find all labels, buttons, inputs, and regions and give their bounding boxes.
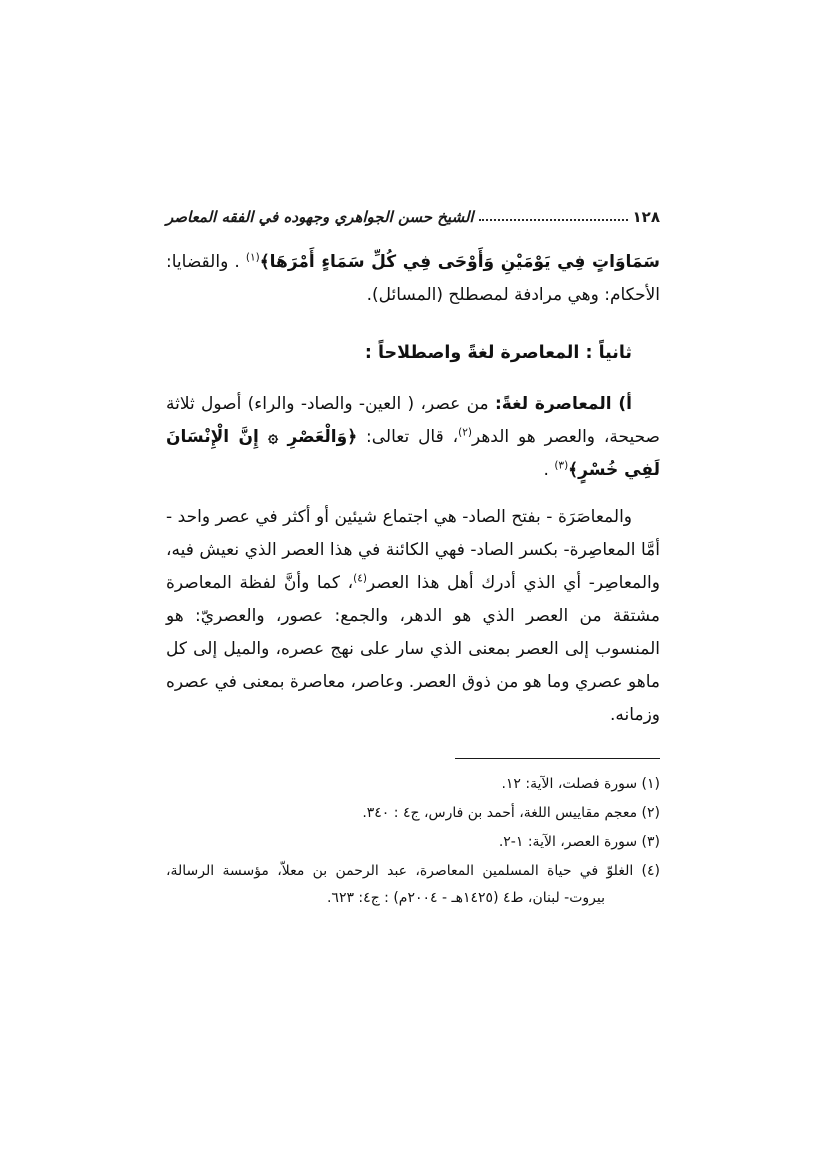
- footnote-3: (٣) سورة العصر، الآية: ١-٢.: [498, 834, 660, 850]
- footnote-separator: [455, 758, 660, 759]
- paragraph-text: ، كما وأنَّ لفظة المعاصرة مشتقة من العصر الذي هو الدهر، والجمع: عصور، والعصريّ: هو المنسوب إلى العصر بمعنى الذي سار على نهج عصره، والميل إلى كل ماهو عصري وما هو من ذوق العصر. وعاصر، معاصرة بمعنى في عصره وزمانه.: [166, 573, 660, 725]
- paragraph-text: . والقضايا: الأحكام: وهي مرادفة لمصطلح (المسائل).: [166, 252, 660, 305]
- footnote-ref-4: (٤): [353, 572, 367, 585]
- header-title: الشيخ حسن الجواهري وجهوده في الفقه المعاصر: [166, 208, 474, 226]
- page-body: [166, 246, 660, 914]
- footnote-ref-3: (٣): [554, 459, 569, 472]
- section-heading: ثانياً : المعاصرة لغةً واصطلاحاً :: [364, 343, 632, 363]
- footnote-4: (٤) الغلوّ في حياة المسلمين المعاصرة، عبد الرحمن بن معلاّ، مؤسسة الرسالة، بيروت- لبنان، ط٤ (١٤٢٥هـ - ٢٠٠٤م) : ج٤: ٦٢٣.: [166, 863, 660, 906]
- footnote-2: (٢) معجم مقاييس اللغة، أحمد بن فارس، ج٤ : ٣٤٠.: [362, 805, 660, 821]
- paragraph-explanation: [166, 501, 660, 732]
- quran-verse-asr: ﴿وَالْعَصْرِ ۞ إِنَّ الْإِنْسَانَ لَفِي خُسْرٍ﴾: [166, 427, 660, 480]
- footnote-ref-1: (١): [245, 251, 260, 264]
- footnote-ref-2: (٢): [458, 426, 472, 439]
- page-header: [166, 208, 660, 226]
- footnote-1: (١) سورة فصلت، الآية: ١٢.: [501, 776, 660, 792]
- dots-leader: [479, 218, 628, 221]
- paragraph-text: ، قال تعالى:: [357, 427, 459, 447]
- definition-lead: أ) المعاصرة لغةً:: [494, 394, 632, 414]
- footnotes-section: [166, 771, 660, 912]
- paragraph-definition: [166, 388, 660, 487]
- paragraph-text: والمعاصَرَة - بفتح الصاد- هي اجتماع شيئين أو أكثر في عصر واحد - أمَّا المعاصِرة- بكسر الصاد- فهي الكائنة في هذا العصر الذي نعيش فيه، والمعاصِر- أي الذي أدرك أهل هذا العصر: [166, 507, 660, 593]
- paragraph-quran-continuation: [166, 246, 660, 312]
- paragraph-text: من عصر، ( العين- والصاد- والراء) أصول ثلاثة صحيحة، والعصر هو الدهر: [166, 394, 660, 447]
- paragraph-text: .: [543, 460, 555, 480]
- page-number: ١٢٨: [632, 208, 660, 226]
- quran-verse: سَمَاوَاتٍ فِي يَوْمَيْنِ وَأَوْحَى فِي كُلِّ سَمَاءٍ أَمْرَهَا﴾: [259, 252, 661, 272]
